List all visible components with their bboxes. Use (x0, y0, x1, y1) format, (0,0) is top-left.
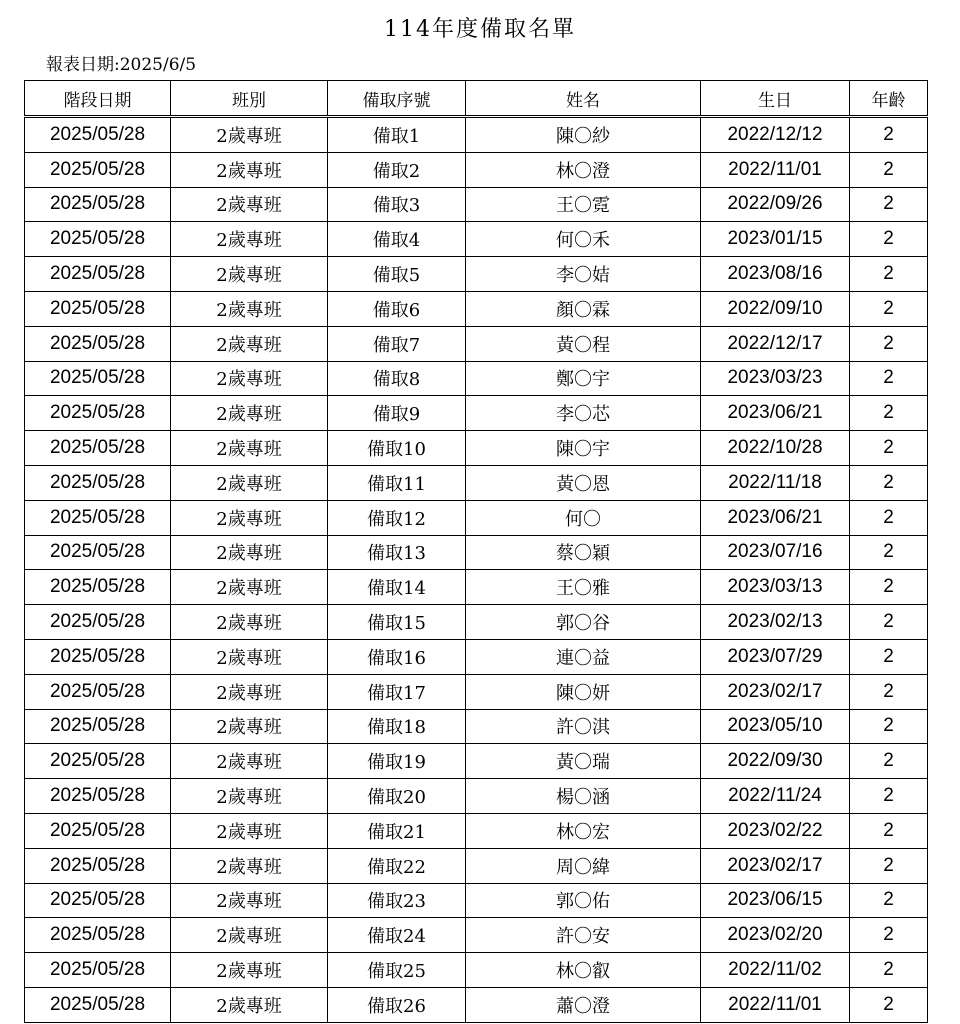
waitlist-number-cell: 備取22 (328, 848, 466, 883)
stage-date-cell: 2025/05/28 (25, 987, 171, 1022)
waitlist-table (24, 80, 928, 1023)
birthday-cell: 2023/07/29 (701, 639, 850, 674)
name-cell: 許〇淇 (466, 709, 701, 744)
waitlist-number-cell: 備取3 (328, 187, 466, 222)
age-cell: 2 (850, 257, 928, 292)
stage-date-cell: 2025/05/28 (25, 222, 171, 257)
stage-date-cell: 2025/05/28 (25, 396, 171, 431)
name-cell: 李〇姞 (466, 257, 701, 292)
name-cell: 周〇緯 (466, 848, 701, 883)
stage-date-cell: 2025/05/28 (25, 361, 171, 396)
waitlist-number-cell: 備取15 (328, 605, 466, 640)
waitlist-number-cell: 備取19 (328, 744, 466, 779)
class-cell: 2歲專班 (171, 744, 328, 779)
age-cell: 2 (850, 291, 928, 326)
birthday-cell: 2022/11/18 (701, 465, 850, 500)
stage-date-cell: 2025/05/28 (25, 257, 171, 292)
table-row (25, 570, 928, 605)
name-cell: 陳〇妍 (466, 674, 701, 709)
age-cell: 2 (850, 953, 928, 988)
age-cell: 2 (850, 779, 928, 814)
birthday-cell: 2023/06/21 (701, 500, 850, 535)
name-cell: 李〇芯 (466, 396, 701, 431)
age-cell: 2 (850, 152, 928, 187)
waitlist-number-cell: 備取20 (328, 779, 466, 814)
waitlist-number-cell: 備取25 (328, 953, 466, 988)
name-cell: 陳〇宇 (466, 431, 701, 466)
age-cell: 2 (850, 361, 928, 396)
birthday-cell: 2022/11/01 (701, 152, 850, 187)
birthday-cell: 2022/11/24 (701, 779, 850, 814)
name-cell: 許〇安 (466, 918, 701, 953)
waitlist-number-cell: 備取18 (328, 709, 466, 744)
name-cell: 郭〇佑 (466, 883, 701, 918)
birthday-cell: 2023/06/21 (701, 396, 850, 431)
class-cell: 2歲專班 (171, 326, 328, 361)
stage-date-cell: 2025/05/28 (25, 431, 171, 466)
waitlist-number-cell: 備取13 (328, 535, 466, 570)
class-cell: 2歲專班 (171, 257, 328, 292)
waitlist-number-cell: 備取16 (328, 639, 466, 674)
birthday-cell: 2023/02/20 (701, 918, 850, 953)
waitlist-number-cell: 備取11 (328, 465, 466, 500)
stage-date-cell: 2025/05/28 (25, 953, 171, 988)
birthday-cell: 2022/10/28 (701, 431, 850, 466)
name-cell: 黃〇恩 (466, 465, 701, 500)
class-cell: 2歲專班 (171, 953, 328, 988)
age-cell: 2 (850, 535, 928, 570)
class-cell: 2歲專班 (171, 361, 328, 396)
class-cell: 2歲專班 (171, 813, 328, 848)
class-cell: 2歲專班 (171, 396, 328, 431)
table-row (25, 674, 928, 709)
name-cell: 蔡〇穎 (466, 535, 701, 570)
age-cell: 2 (850, 431, 928, 466)
age-cell: 2 (850, 848, 928, 883)
birthday-cell: 2023/03/13 (701, 570, 850, 605)
column-header-birthday: 生日 (701, 81, 850, 117)
birthday-cell: 2023/07/16 (701, 535, 850, 570)
birthday-cell: 2022/09/30 (701, 744, 850, 779)
class-cell: 2歲專班 (171, 570, 328, 605)
age-cell: 2 (850, 396, 928, 431)
stage-date-cell: 2025/05/28 (25, 291, 171, 326)
age-cell: 2 (850, 813, 928, 848)
class-cell: 2歲專班 (171, 187, 328, 222)
birthday-cell: 2023/03/23 (701, 361, 850, 396)
class-cell: 2歲專班 (171, 431, 328, 466)
stage-date-cell: 2025/05/28 (25, 187, 171, 222)
age-cell: 2 (850, 222, 928, 257)
name-cell: 黃〇程 (466, 326, 701, 361)
waitlist-number-cell: 備取9 (328, 396, 466, 431)
birthday-cell: 2023/02/13 (701, 605, 850, 640)
age-cell: 2 (850, 187, 928, 222)
waitlist-number-cell: 備取14 (328, 570, 466, 605)
table-row (25, 187, 928, 222)
table-row (25, 639, 928, 674)
table-row (25, 396, 928, 431)
birthday-cell: 2022/09/10 (701, 291, 850, 326)
stage-date-cell: 2025/05/28 (25, 117, 171, 153)
age-cell: 2 (850, 883, 928, 918)
class-cell: 2歲專班 (171, 918, 328, 953)
class-cell: 2歲專班 (171, 605, 328, 640)
age-cell: 2 (850, 744, 928, 779)
table-row (25, 813, 928, 848)
birthday-cell: 2023/01/15 (701, 222, 850, 257)
class-cell: 2歲專班 (171, 500, 328, 535)
stage-date-cell: 2025/05/28 (25, 848, 171, 883)
age-cell: 2 (850, 117, 928, 153)
table-row (25, 535, 928, 570)
class-cell: 2歲專班 (171, 117, 328, 153)
table-row (25, 257, 928, 292)
stage-date-cell: 2025/05/28 (25, 605, 171, 640)
stage-date-cell: 2025/05/28 (25, 500, 171, 535)
waitlist-number-cell: 備取24 (328, 918, 466, 953)
report-date-value: 2025/6/5 (119, 55, 197, 75)
name-cell: 陳〇紗 (466, 117, 701, 153)
name-cell: 林〇宏 (466, 813, 701, 848)
table-row (25, 117, 928, 153)
name-cell: 楊〇涵 (466, 779, 701, 814)
name-cell: 鄭〇宇 (466, 361, 701, 396)
waitlist-number-cell: 備取21 (328, 813, 466, 848)
age-cell: 2 (850, 918, 928, 953)
table-row (25, 883, 928, 918)
stage-date-cell: 2025/05/28 (25, 535, 171, 570)
name-cell: 蕭〇澄 (466, 987, 701, 1022)
report-date (46, 50, 196, 75)
table-row (25, 987, 928, 1022)
waitlist-number-cell: 備取17 (328, 674, 466, 709)
age-cell: 2 (850, 674, 928, 709)
waitlist-number-cell: 備取23 (328, 883, 466, 918)
table-row (25, 465, 928, 500)
stage-date-cell: 2025/05/28 (25, 883, 171, 918)
column-header-stage-date: 階段日期 (25, 81, 171, 117)
class-cell: 2歲專班 (171, 779, 328, 814)
table-row (25, 361, 928, 396)
stage-date-cell: 2025/05/28 (25, 639, 171, 674)
table-row (25, 152, 928, 187)
class-cell: 2歲專班 (171, 639, 328, 674)
document-title: 114年度備取名單 (384, 17, 576, 42)
table-header-row (25, 81, 928, 117)
name-cell: 王〇霓 (466, 187, 701, 222)
column-header-name: 姓名 (466, 81, 701, 117)
age-cell: 2 (850, 326, 928, 361)
age-cell: 2 (850, 639, 928, 674)
birthday-cell: 2023/02/17 (701, 674, 850, 709)
table-row (25, 744, 928, 779)
table-body (25, 117, 928, 1023)
class-cell: 2歲專班 (171, 987, 328, 1022)
name-cell: 黃〇瑞 (466, 744, 701, 779)
age-cell: 2 (850, 709, 928, 744)
name-cell: 顏〇霖 (466, 291, 701, 326)
waitlist-number-cell: 備取4 (328, 222, 466, 257)
table-row (25, 291, 928, 326)
class-cell: 2歲專班 (171, 222, 328, 257)
waitlist-number-cell: 備取2 (328, 152, 466, 187)
class-cell: 2歲專班 (171, 291, 328, 326)
stage-date-cell: 2025/05/28 (25, 570, 171, 605)
table-row (25, 953, 928, 988)
waitlist-number-cell: 備取7 (328, 326, 466, 361)
birthday-cell: 2023/02/17 (701, 848, 850, 883)
waitlist-number-cell: 備取8 (328, 361, 466, 396)
column-header-class: 班別 (171, 81, 328, 117)
stage-date-cell: 2025/05/28 (25, 813, 171, 848)
name-cell: 王〇雅 (466, 570, 701, 605)
table-row (25, 605, 928, 640)
stage-date-cell: 2025/05/28 (25, 744, 171, 779)
table-row (25, 431, 928, 466)
birthday-cell: 2023/08/16 (701, 257, 850, 292)
name-cell: 何〇 (466, 500, 701, 535)
table-row (25, 848, 928, 883)
name-cell: 何〇禾 (466, 222, 701, 257)
report-date-label: 報表日期: (46, 55, 120, 75)
birthday-cell: 2022/09/26 (701, 187, 850, 222)
age-cell: 2 (850, 605, 928, 640)
waitlist-number-cell: 備取5 (328, 257, 466, 292)
stage-date-cell: 2025/05/28 (25, 918, 171, 953)
stage-date-cell: 2025/05/28 (25, 779, 171, 814)
waitlist-number-cell: 備取10 (328, 431, 466, 466)
waitlist-number-cell: 備取26 (328, 987, 466, 1022)
table-row (25, 779, 928, 814)
birthday-cell: 2023/06/15 (701, 883, 850, 918)
waitlist-number-cell: 備取12 (328, 500, 466, 535)
stage-date-cell: 2025/05/28 (25, 674, 171, 709)
column-header-age: 年齡 (850, 81, 928, 117)
name-cell: 林〇叡 (466, 953, 701, 988)
class-cell: 2歲專班 (171, 535, 328, 570)
birthday-cell: 2022/11/01 (701, 987, 850, 1022)
birthday-cell: 2022/12/12 (701, 117, 850, 153)
class-cell: 2歲專班 (171, 848, 328, 883)
birthday-cell: 2022/11/02 (701, 953, 850, 988)
stage-date-cell: 2025/05/28 (25, 465, 171, 500)
table-row (25, 709, 928, 744)
waitlist-number-cell: 備取1 (328, 117, 466, 153)
birthday-cell: 2023/02/22 (701, 813, 850, 848)
class-cell: 2歲專班 (171, 465, 328, 500)
table-row (25, 918, 928, 953)
age-cell: 2 (850, 987, 928, 1022)
stage-date-cell: 2025/05/28 (25, 326, 171, 361)
stage-date-cell: 2025/05/28 (25, 709, 171, 744)
class-cell: 2歲專班 (171, 152, 328, 187)
class-cell: 2歲專班 (171, 883, 328, 918)
table-row (25, 500, 928, 535)
age-cell: 2 (850, 570, 928, 605)
name-cell: 連〇益 (466, 639, 701, 674)
birthday-cell: 2023/05/10 (701, 709, 850, 744)
waitlist-number-cell: 備取6 (328, 291, 466, 326)
stage-date-cell: 2025/05/28 (25, 152, 171, 187)
table-row (25, 326, 928, 361)
class-cell: 2歲專班 (171, 674, 328, 709)
table-row (25, 222, 928, 257)
name-cell: 郭〇谷 (466, 605, 701, 640)
column-header-waitlist-number: 備取序號 (328, 81, 466, 117)
class-cell: 2歲專班 (171, 709, 328, 744)
birthday-cell: 2022/12/17 (701, 326, 850, 361)
age-cell: 2 (850, 465, 928, 500)
name-cell: 林〇澄 (466, 152, 701, 187)
age-cell: 2 (850, 500, 928, 535)
